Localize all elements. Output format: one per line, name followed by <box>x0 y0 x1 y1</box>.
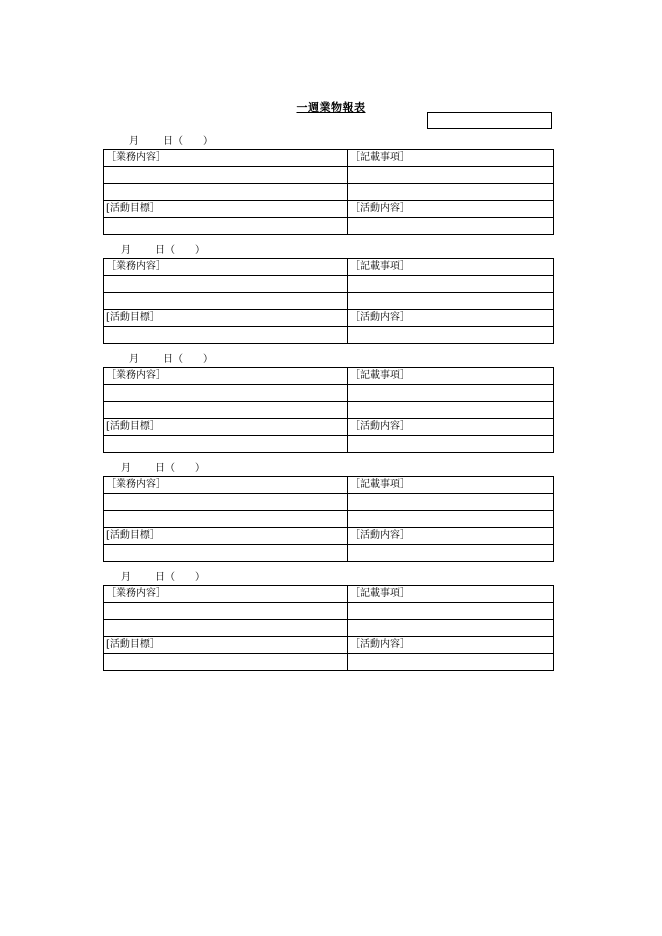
notes-label: ［記載事項］ <box>348 477 554 494</box>
date-line <box>129 354 213 366</box>
activity-goal-cell[interactable] <box>104 436 348 453</box>
date-line <box>121 245 205 257</box>
notes-cell[interactable] <box>348 494 554 511</box>
activity-goal-label: [活動目標］ <box>104 201 348 218</box>
notes-cell[interactable] <box>348 402 554 419</box>
day-label: 日（ <box>155 245 175 256</box>
month-label: 月 <box>129 354 139 365</box>
activity-content-cell[interactable] <box>348 218 554 235</box>
notes-cell[interactable] <box>348 276 554 293</box>
paren-close: ） <box>203 136 213 147</box>
activity-goal-label: [活動目標］ <box>104 637 348 654</box>
notes-cell[interactable] <box>348 385 554 402</box>
business-content-cell[interactable] <box>104 511 348 528</box>
business-content-cell[interactable] <box>104 603 348 620</box>
business-content-cell[interactable] <box>104 184 348 201</box>
month-label: 月 <box>121 572 131 583</box>
activity-content-label: ［活動内容］ <box>348 201 554 218</box>
activity-goal-cell[interactable] <box>104 545 348 562</box>
day-table <box>103 476 554 562</box>
day-label: 日（ <box>163 136 183 147</box>
activity-goal-cell[interactable] <box>104 218 348 235</box>
activity-content-cell[interactable] <box>348 545 554 562</box>
activity-goal-label: [活動目標］ <box>104 528 348 545</box>
notes-cell[interactable] <box>348 511 554 528</box>
name-input-box[interactable] <box>427 112 552 129</box>
activity-content-cell[interactable] <box>348 327 554 344</box>
day-table <box>103 149 554 235</box>
notes-label: ［記載事項］ <box>348 586 554 603</box>
business-content-label: ［業務内容］ <box>104 259 348 276</box>
business-content-label: ［業務内容］ <box>104 477 348 494</box>
activity-content-label: ［活動内容］ <box>348 637 554 654</box>
business-content-cell[interactable] <box>104 402 348 419</box>
day-label: 日（ <box>163 354 183 365</box>
notes-cell[interactable] <box>348 184 554 201</box>
paren-close: ） <box>195 572 205 583</box>
paren-close: ） <box>203 354 213 365</box>
activity-goal-cell[interactable] <box>104 327 348 344</box>
business-content-cell[interactable] <box>104 167 348 184</box>
activity-content-label: ［活動内容］ <box>348 419 554 436</box>
activity-content-label: ［活動内容］ <box>348 310 554 327</box>
date-line <box>129 136 213 148</box>
day-table <box>103 367 554 453</box>
day-table <box>103 258 554 344</box>
business-content-label: ［業務内容］ <box>104 368 348 385</box>
activity-content-label: ［活動内容］ <box>348 528 554 545</box>
notes-label: ［記載事項］ <box>348 150 554 167</box>
business-content-cell[interactable] <box>104 293 348 310</box>
report-title: 一週業物報表 <box>296 101 366 114</box>
notes-label: ［記載事項］ <box>348 368 554 385</box>
notes-cell[interactable] <box>348 293 554 310</box>
business-content-label: ［業務内容］ <box>104 586 348 603</box>
activity-content-cell[interactable] <box>348 654 554 671</box>
paren-close: ） <box>195 463 205 474</box>
activity-goal-label: [活動目標］ <box>104 419 348 436</box>
notes-label: ［記載事項］ <box>348 259 554 276</box>
date-line <box>121 463 205 475</box>
business-content-cell[interactable] <box>104 385 348 402</box>
activity-goal-label: [活動目標］ <box>104 310 348 327</box>
day-label: 日（ <box>155 572 175 583</box>
business-content-cell[interactable] <box>104 494 348 511</box>
notes-cell[interactable] <box>348 603 554 620</box>
activity-content-cell[interactable] <box>348 436 554 453</box>
month-label: 月 <box>121 463 131 474</box>
activity-goal-cell[interactable] <box>104 654 348 671</box>
date-line <box>121 572 205 584</box>
paren-close: ） <box>195 245 205 256</box>
notes-cell[interactable] <box>348 620 554 637</box>
day-label: 日（ <box>155 463 175 474</box>
month-label: 月 <box>121 245 131 256</box>
month-label: 月 <box>129 136 139 147</box>
business-content-cell[interactable] <box>104 620 348 637</box>
day-table <box>103 585 554 671</box>
notes-cell[interactable] <box>348 167 554 184</box>
business-content-label: ［業務内容］ <box>104 150 348 167</box>
business-content-cell[interactable] <box>104 276 348 293</box>
